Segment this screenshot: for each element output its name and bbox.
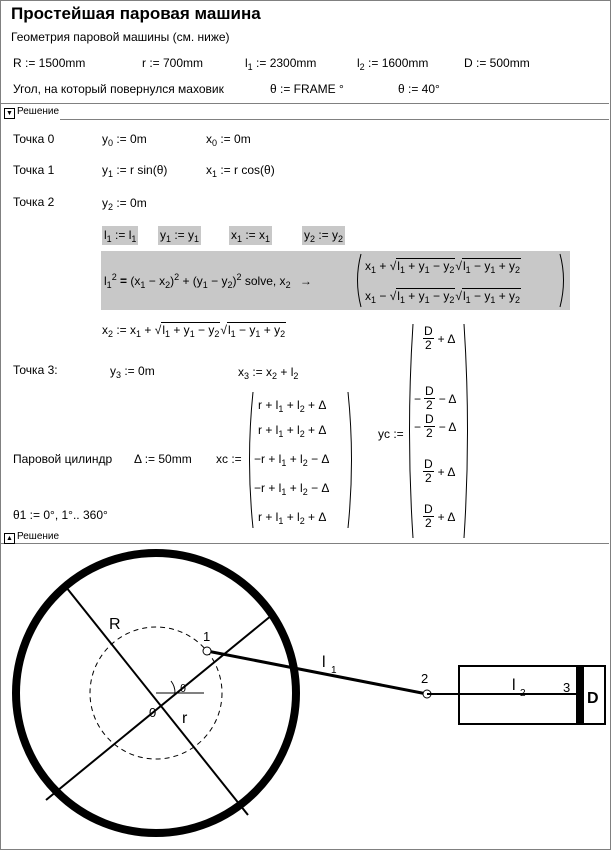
solution-toggle-bottom-label: Решение [17,531,60,542]
sym-y2-sub2: 2 [338,234,344,244]
point3-x-rest: := x [249,365,273,379]
x2-definition[interactable]: $x_2$ := $x_1 + √l_1 + y_1 - y_2√l_1 - y_1 + y_2$ [102,323,286,339]
section-divider-top [1,103,609,104]
solve-arrow: → [299,274,312,288]
sym-x1-sub: 1 [237,234,243,244]
point3-label: Точка 3: [13,363,58,377]
symbolic-l1[interactable] [102,226,138,245]
connecting-rod [207,651,427,694]
point0-x-sub: 0 [212,138,218,148]
point0-y-value: := 0m [113,132,147,146]
angle-label: Угол, на который повернулся маховик [13,82,224,96]
solution-toggle-top-label: Решение [17,106,60,117]
steam-engine-diagram [0,545,611,850]
point2-y-var: y [102,196,108,210]
label-0: 0 [149,705,157,720]
point0-y-sub: 0 [108,138,114,148]
point0-y-var: y [102,132,108,146]
theta-range[interactable]: θ1 := 0°, 1°.. 360° [13,508,108,522]
point0-x-value: := 0m [217,132,251,146]
yc-row-5: $\frac{D}{2}$ + Δ [424,502,456,530]
yc-row-4: $\frac{D}{2}$ + Δ [424,457,456,485]
cylinder-label: Паровой цилиндр [13,452,113,466]
sym-x1-sub2: 1 [265,234,271,244]
xc-row-4: $-r + l_1 + l_2 - \Delta$ [254,481,330,497]
point3-y-sub: 3 [116,370,122,380]
label-1: 1 [203,629,211,644]
section-line-top [60,119,609,120]
yc-row-3: − $\frac{D}{2}$ − Δ [414,412,457,440]
yc-row-1: $\frac{D}{2}$ + Δ [424,324,456,352]
sym-x1-var: x [231,228,237,242]
label-theta: θ [180,683,187,695]
label-R: R [109,616,121,633]
angle-arc [171,681,175,693]
label-l1: l [322,654,326,671]
symbolic-y2[interactable] [302,226,345,245]
point2-y-value: := 0m [113,196,147,210]
point3-x[interactable] [238,365,298,380]
point3-x-sub2: 2 [272,371,278,381]
xc-row-5: $r + l_1 + l_2 + \Delta$ [258,510,327,526]
param-R[interactable]: R := 1500mm [13,56,86,70]
expand-arrow-icon: ▲ [4,533,15,544]
label-l2-sub: 2 [520,688,526,699]
point0-x-var: x [206,132,212,146]
point2-y[interactable] [102,196,147,211]
sym-l1-sub: 1 [106,234,112,244]
label-3: 3 [563,680,571,695]
label-l1-sub: 1 [331,665,337,676]
yc-label[interactable]: yc := [378,427,404,441]
label-2: 2 [421,671,429,686]
param-l1-sub: 1 [247,62,253,72]
sym-y1-var: y [160,228,166,242]
label-l2: l [512,677,516,694]
point2-y-sub: 2 [108,202,114,212]
point1-y-sub: 1 [108,169,114,179]
point1-x-sub: 1 [212,169,218,179]
point3-y[interactable] [110,364,155,379]
yc-row-2: − $\frac{D}{2}$ − Δ [414,384,457,412]
param-l1-name: l [245,56,248,70]
sym-y1-sub: 1 [166,234,172,244]
sym-y1-rest: := y [171,228,195,242]
angle-def[interactable]: θ := FRAME ° [270,82,344,96]
delta-def[interactable]: Δ := 50mm [134,452,192,466]
sym-y2-rest: := y [315,228,339,242]
piston [576,667,584,723]
geometry-label: Геометрия паровой машины (см. ниже) [11,30,230,44]
point1-x[interactable] [206,163,275,178]
param-l2-name: l [357,56,360,70]
point1-y[interactable] [102,163,167,178]
sym-l1-rest: := l [111,228,132,242]
point0-x[interactable] [206,132,251,147]
sym-y2-sub: 2 [310,234,316,244]
solve-eq-lhs: l [104,274,107,288]
param-l2-sub: 2 [359,62,365,72]
param-r[interactable]: r := 700mm [142,56,204,70]
section-divider-bottom [1,543,609,544]
sym-y1-sub2: 1 [194,234,200,244]
param-l2[interactable] [357,56,428,71]
solve-result-row1: $x_1 + √l_1 + y_1 - y_2√l_1 - y_1 + y_2$ [365,259,521,275]
xc-row-2: $r + l_1 + l_2 + \Delta$ [258,423,327,439]
point3-x-sub3: 2 [293,371,299,381]
solve-keyword: solve, x [244,274,286,288]
sym-l1-sub2: 1 [131,234,137,244]
page-title: Простейшая паровая машина [11,4,261,23]
point3-y-var: y [110,364,116,378]
point3-x-rest2: + l [277,365,294,379]
xc-row-3: $-r + l_1 + l_2 - \Delta$ [254,452,330,468]
point3-x-var: x [238,365,244,379]
point0-y[interactable] [102,132,147,147]
xc-row-1: $r + l_1 + l_2 + \Delta$ [258,398,327,414]
point1-x-value: := r cos(θ) [217,163,275,177]
sym-x1-rest: := x [242,228,266,242]
sym-l1-var: l [104,228,107,242]
solve-result-row2: $x_1 - √l_1 + y_1 - y_2√l_1 - y_1 + y_2$ [365,289,521,305]
point1-x-var: x [206,163,212,177]
angle-value: θ := 40° [398,82,440,96]
flywheel-spoke-1 [66,587,248,815]
solution-toggle-bottom[interactable] [4,531,59,544]
point3-x-sub: 3 [244,371,250,381]
point1-label: Точка 1 [13,163,55,177]
solution-toggle-top[interactable] [4,106,59,119]
collapse-arrow-icon: ▼ [4,108,15,119]
param-l1[interactable] [245,56,316,71]
symbolic-y1[interactable] [158,226,201,245]
label-D: D [587,690,599,707]
point1-y-var: y [102,163,108,177]
flywheel-spoke-2 [46,615,272,800]
point0-label: Точка 0 [13,132,55,146]
param-l2-value: := 1600mm [364,56,429,70]
point3-y-value: := 0m [121,364,155,378]
sym-y2-var: y [304,228,310,242]
joint-1 [203,647,211,655]
xc-label[interactable]: xc := [216,452,242,466]
param-D[interactable]: D := 500mm [464,56,530,70]
point1-y-value: := r sin(θ) [113,163,168,177]
symbolic-x1[interactable] [229,226,272,245]
label-r: r [182,710,188,727]
param-l1-value: := 2300mm [252,56,317,70]
point2-label: Точка 2 [13,195,55,209]
solve-equation: $l_1^2 = (x_1 - x_2)^2 + (y_1 - y_2)^2$ solve, $x_2$ → [104,272,312,290]
